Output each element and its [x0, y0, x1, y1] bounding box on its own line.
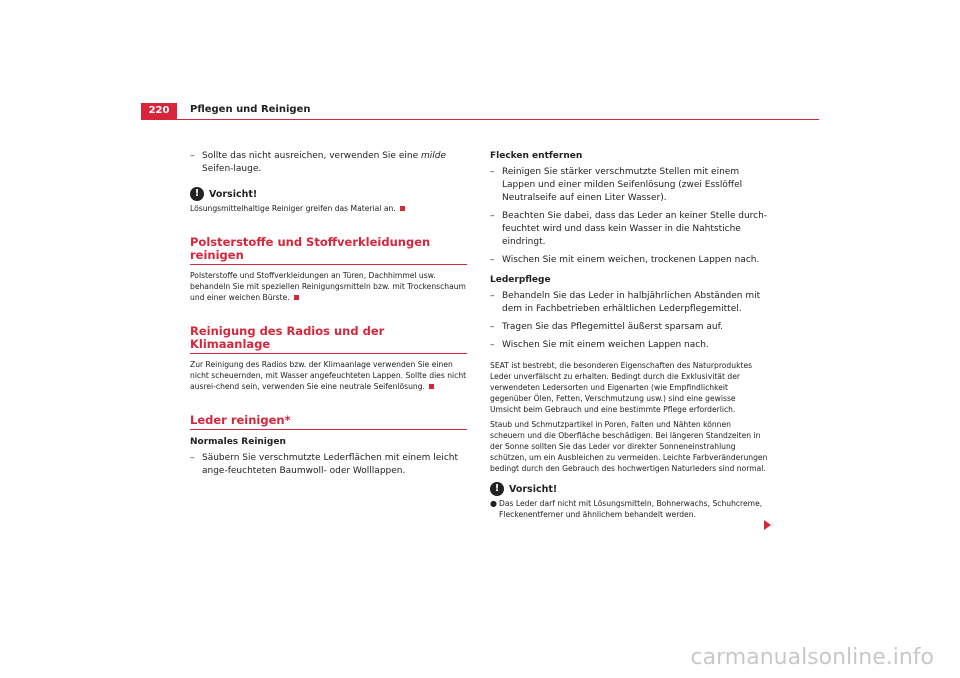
page-header-title: Pflegen und Reinigen	[190, 104, 311, 115]
section-text-radio: Zur Reinigung des Radios bzw. der Klimaanlage verwenden Sie einen nicht scheuernden, mit Wasser angefeuchteten Lappen. Sollte dies nicht ausrei-chend sein, verwenden Sie eine neutrale Seifenlösung.	[190, 360, 467, 391]
intro-dash-item: – Sollte das nicht ausreichen, verwenden Sie eine milde Seifen-lauge.	[190, 151, 446, 174]
watermark: carmanualsonline.info	[690, 645, 934, 670]
list-item: – Behandeln Sie das Leder in halbjährlichen Abständen mit dem in Fachbetrieben erhältlichen Lederpflegemittel.	[490, 291, 761, 314]
subheading-normales-reinigen: Normales Reinigen	[190, 437, 286, 447]
subheading-lederpflege: Lederpflege	[490, 275, 551, 285]
subheading-flecken: Flecken entfernen	[490, 151, 583, 161]
end-mark-icon	[294, 295, 299, 300]
caution-title: Vorsicht!	[209, 188, 258, 200]
list-item: – Wischen Sie mit einem weichen Lappen nach.	[490, 340, 709, 350]
paragraph-leder-info: SEAT ist bestrebt, die besonderen Eigenschaften des Naturproduktes Leder unverfälscht zu erhalten. Bedingt durch die Exklusivität der verwendeten Ledersorten und Eigenarten (wie Empfindlichkeit gegenüber Ölen, Fetten, Verschmutzung usw.) sind eine gewisse Umsicht beim Gebrauch und eine bestimmte Pflege erforderlich.	[490, 361, 753, 414]
section-text-polster: Polsterstoffe und Stoffverkleidungen an Türen, Dachhimmel usw. behandeln Sie mit speziellen Reinigungsmitteln bzw. mit Trockenschaum und einer weichen Bürste.	[190, 271, 466, 302]
list-item: – Reinigen Sie stärker verschmutzte Stellen mit einem Lappen und einer milden Seifenlösung (zwei Esslöffel Neutralseife auf einen Liter Wasser).	[490, 167, 743, 203]
bullet-icon: ●	[490, 499, 497, 508]
list-item: – Tragen Sie das Pflegemittel äußerst sparsam auf.	[490, 322, 723, 332]
warning-icon: !	[190, 187, 204, 201]
paragraph-leder-schutz: Staub und Schmutzpartikel in Poren, Falten und Nähten können scheuern und die Oberfläche beschädigen. Bei längeren Standzeiten in der Sonne sollten Sie das Leder vor direkter Sonneneinstrahlung schützen, um ein Ausbleichen zu vermeiden. Leichte Farbveränderungen bedingt durch den Gebrauch des hochwertigen Naturleders sind normal.	[490, 420, 768, 473]
end-mark-icon	[400, 206, 405, 211]
caution-text: Lösungsmittelhaltige Reiniger greifen das Material an.	[190, 204, 396, 213]
caution-box	[490, 482, 768, 520]
list-item: ● Das Leder darf nicht mit Lösungsmitteln, Bohnerwachs, Schuhcreme, Fleckenentferner und ähnlichem behandelt werden.	[490, 499, 763, 519]
continue-arrow-icon	[764, 520, 771, 530]
section-heading-polster: Polsterstoffe und Stoffverkleidungen reinigen	[190, 236, 467, 265]
section-heading-radio: Reinigung des Radios und der Klimaanlage	[190, 325, 467, 354]
end-mark-icon	[429, 384, 434, 389]
caution-box	[190, 187, 467, 214]
right-column	[490, 150, 768, 520]
page-number: 220	[141, 103, 177, 119]
header-rule	[141, 119, 819, 120]
left-column	[190, 150, 467, 478]
caution-title: Vorsicht!	[509, 483, 558, 495]
list-item: – Beachten Sie dabei, dass das Leder an keiner Stelle durch-feuchtet wird und dass kein Wasser in die Nahtstiche eindringt.	[490, 211, 768, 247]
list-item: – Wischen Sie mit einem weichen, trockenen Lappen nach.	[490, 255, 760, 265]
list-item: – Säubern Sie verschmutzte Lederflächen mit einem leicht ange-feuchteten Baumwoll- oder Wolllappen.	[190, 453, 459, 476]
section-heading-leder: Leder reinigen*	[190, 414, 467, 430]
warning-icon: !	[490, 482, 504, 496]
